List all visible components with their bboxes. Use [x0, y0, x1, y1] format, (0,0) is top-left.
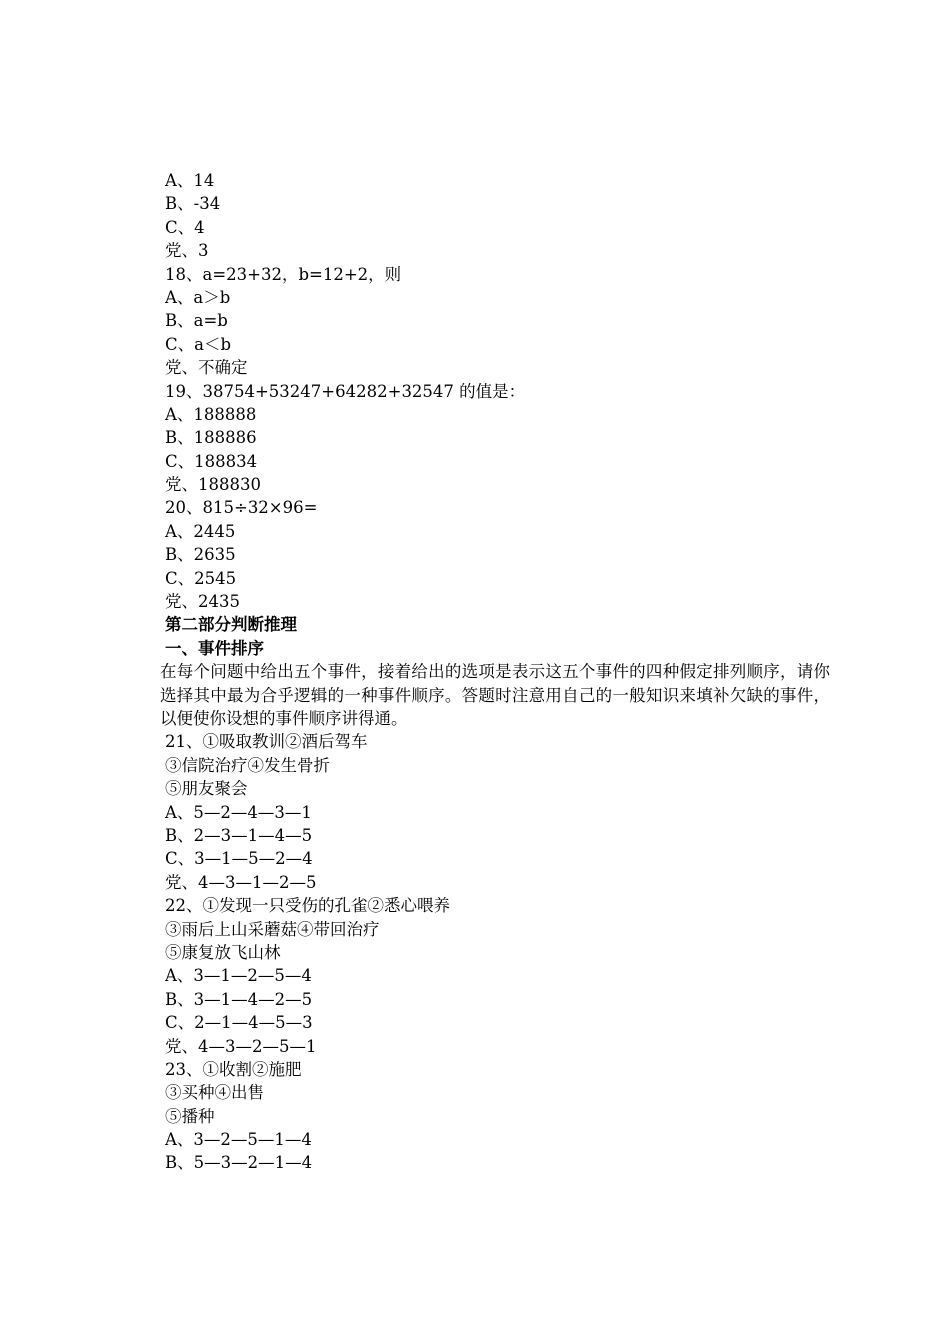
- text-line: C、a＜b: [165, 334, 232, 354]
- question-21: 21、①吸取教训②酒后驾车: [165, 732, 368, 752]
- text-line: ⑤朋友聚会: [165, 779, 248, 799]
- text-line: C、188834: [165, 451, 258, 471]
- section-title: 第二部分判断推理: [165, 615, 297, 635]
- text-line: 党、4—3—2—5—1: [165, 1036, 317, 1056]
- question-20: 20、815÷32×96=: [165, 498, 318, 518]
- text-line: 党、188830: [165, 475, 261, 495]
- text-line: ⑤播种: [165, 1106, 215, 1126]
- text-line: ③雨后上山采蘑菇④带回治疗: [165, 919, 380, 939]
- page-content: [160, 169, 830, 1175]
- text-line: 党、3: [165, 241, 209, 261]
- question-23: 23、①收割②施肥: [165, 1059, 302, 1079]
- text-line: A、5—2—4—3—1: [165, 802, 312, 822]
- intro-paragraph: 在每个问题中给出五个事件，接着给出的选项是表示这五个事件的四种假定排列顺序，请你选择其中最为合乎逻辑的一种事件顺序。答题时注意用自己的一般知识来填补欠缺的事件，以便使你设想的事件顺序讲得通。: [160, 662, 830, 729]
- question-18: 18、a=23+32，b=12+2，则: [165, 264, 402, 284]
- text-line: A、3—2—5—1—4: [165, 1130, 312, 1150]
- text-line: B、188886: [165, 428, 257, 448]
- text-line: ③买种④出售: [165, 1083, 264, 1103]
- answer-lines-part2: [165, 730, 830, 1174]
- text-line: 党、4—3—1—2—5: [165, 872, 317, 892]
- text-line: B、2—3—1—4—5: [165, 825, 313, 845]
- question-22: 22、①发现一只受伤的孔雀②悉心喂养: [165, 896, 450, 916]
- text-line: A、3—1—2—5—4: [165, 966, 312, 986]
- text-line: B、a=b: [165, 311, 228, 331]
- text-line: 党、不确定: [165, 358, 248, 378]
- text-line: B、3—1—4—2—5: [165, 989, 313, 1009]
- question-19: 19、38754+53247+64282+32547 的值是：: [165, 381, 526, 401]
- text-line: C、2—1—4—5—3: [165, 1013, 313, 1033]
- text-line: A、2445: [165, 521, 236, 541]
- text-line: C、2545: [165, 568, 237, 588]
- text-line: A、188888: [165, 404, 257, 424]
- subsection-title: 一、事件排序: [165, 638, 264, 658]
- text-line: A、14: [165, 171, 215, 190]
- text-line: B、5—3—2—1—4: [165, 1153, 313, 1173]
- text-line: ③信院治疗④发生骨折: [165, 755, 330, 775]
- text-line: C、3—1—5—2—4: [165, 849, 313, 869]
- text-line: C、4: [165, 217, 205, 237]
- answer-lines-part1: [165, 169, 830, 613]
- text-line: A、a＞b: [165, 287, 231, 307]
- text-line: B、-34: [165, 194, 221, 214]
- text-line: 党、2435: [165, 592, 240, 612]
- text-line: ⑤康复放飞山林: [165, 942, 281, 962]
- text-line: B、2635: [165, 545, 236, 565]
